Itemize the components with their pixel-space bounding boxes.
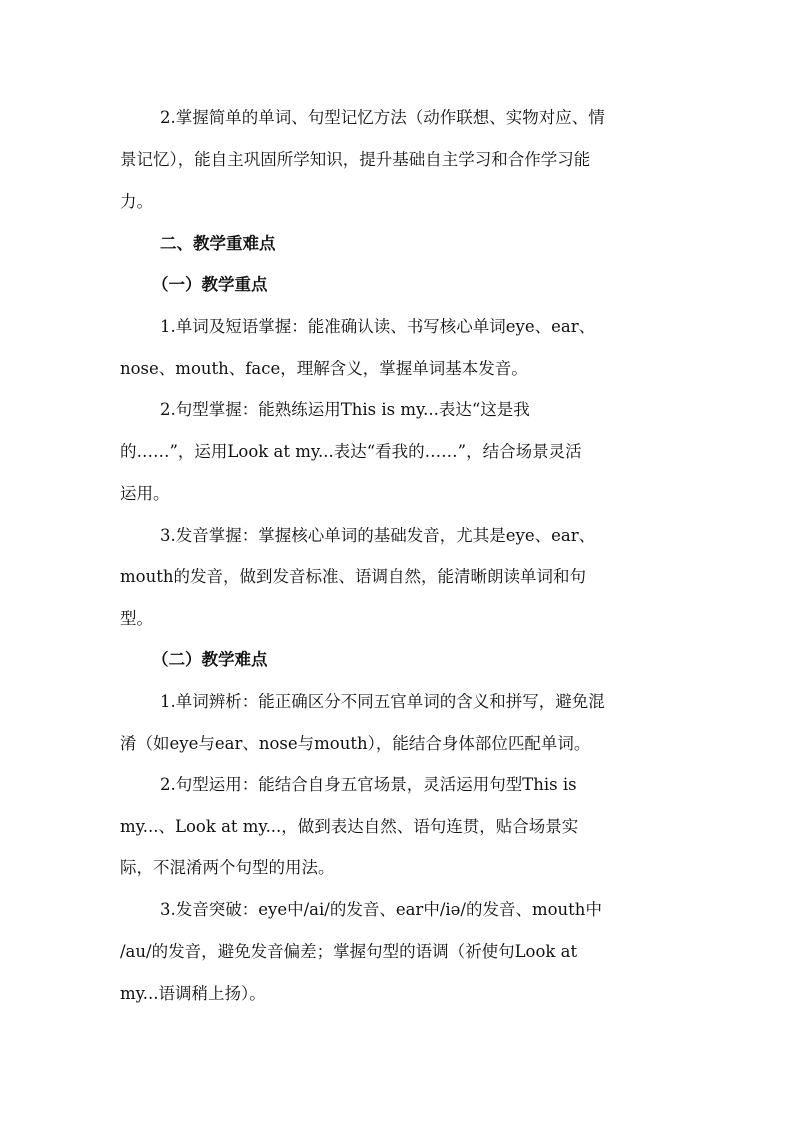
key-point-1-line-1: 1.单词及短语掌握：能准确认读、书写核心单词eye、ear、 bbox=[160, 317, 596, 336]
subheading-difficult-points: （二）教学难点 bbox=[152, 650, 268, 669]
key-point-2-line-3: 运用。 bbox=[120, 484, 170, 503]
key-point-3-line-2: mouth的发音，做到发音标准、语调自然，能清晰朗读单词和句 bbox=[120, 567, 586, 586]
key-point-2-line-2: 的……”，运用Look at my...表达“看我的……”，结合场景灵活 bbox=[120, 442, 582, 461]
difficult-point-2-line-2: my...、Look at my...，做到表达自然、语句连贯，贴合场景实 bbox=[120, 817, 579, 836]
key-point-1-line-2: nose、mouth、face，理解含义，掌握单词基本发音。 bbox=[120, 359, 528, 378]
objective-2-line-1: 2.掌握简单的单词、句型记忆方法（动作联想、实物对应、情 bbox=[160, 108, 605, 127]
key-point-3-line-3: 型。 bbox=[120, 609, 153, 628]
section-heading-key-difficult-points: 二、教学重难点 bbox=[160, 234, 276, 253]
difficult-point-2-line-3: 际，不混淆两个句型的用法。 bbox=[120, 858, 335, 877]
objective-2-line-2: 景记忆），能自主巩固所学知识，提升基础自主学习和合作学习能 bbox=[120, 150, 591, 169]
difficult-point-3-line-2: /au/的发音，避免发音偏差；掌握句型的语调（祈使句Look at bbox=[120, 942, 578, 961]
difficult-point-2-line-1: 2.句型运用：能结合自身五官场景，灵活运用句型This is bbox=[160, 775, 577, 794]
difficult-point-3-line-1: 3.发音突破：eye中/ai/的发音、ear中/iə/的发音、mouth中 bbox=[160, 900, 602, 919]
subheading-key-points: （一）教学重点 bbox=[152, 275, 268, 294]
difficult-point-3-line-3: my...语调稍上扬）。 bbox=[120, 984, 266, 1003]
key-point-3-line-1: 3.发音掌握：掌握核心单词的基础发音，尤其是eye、ear、 bbox=[160, 526, 596, 545]
difficult-point-1-line-2: 淆（如eye与ear、nose与mouth），能结合身体部位匹配单词。 bbox=[120, 734, 591, 753]
objective-2-line-3: 力。 bbox=[120, 192, 153, 211]
key-point-2-line-1: 2.句型掌握：能熟练运用This is my...表达“这是我 bbox=[160, 400, 530, 419]
difficult-point-1-line-1: 1.单词辨析：能正确区分不同五官单词的含义和拼写，避免混 bbox=[160, 692, 605, 711]
